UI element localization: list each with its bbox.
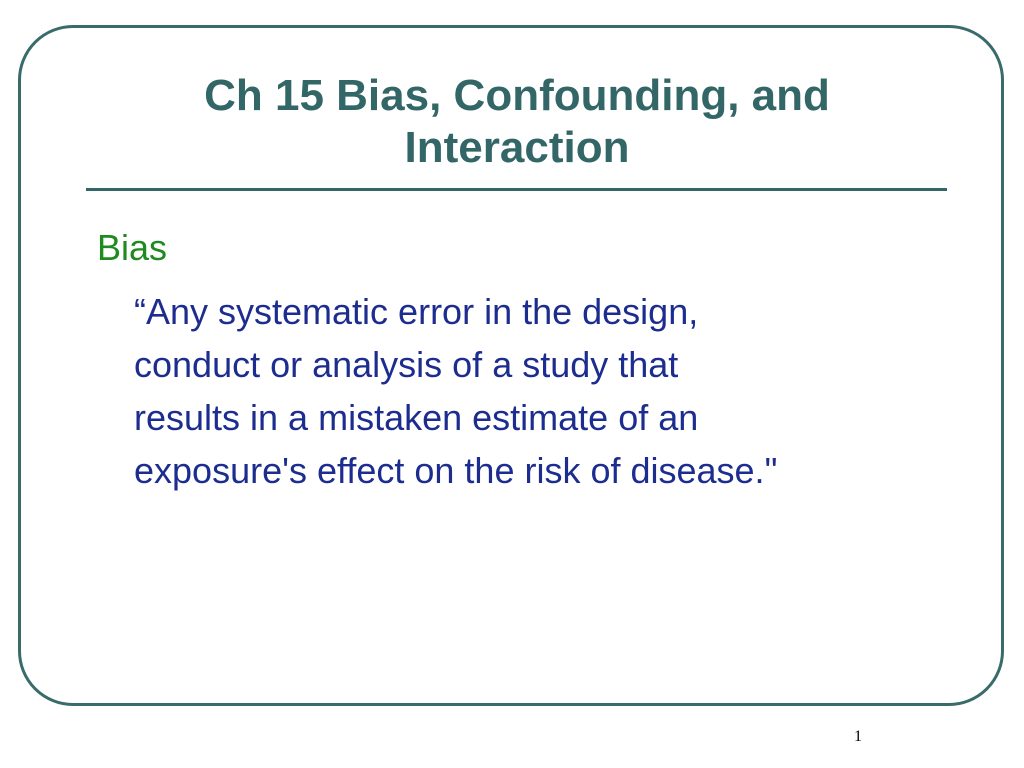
slide-title: Ch 15 Bias, Confounding, and Interaction	[204, 71, 830, 172]
page-number: 1	[854, 728, 862, 745]
section-heading: Bias	[97, 227, 168, 268]
title-divider	[86, 188, 947, 191]
bias-definition-quote: “Any systematic error in the design, conduct or analysis of a study that results in a mistaken estimate of an exposure's effect on the risk of disease."	[134, 291, 778, 491]
